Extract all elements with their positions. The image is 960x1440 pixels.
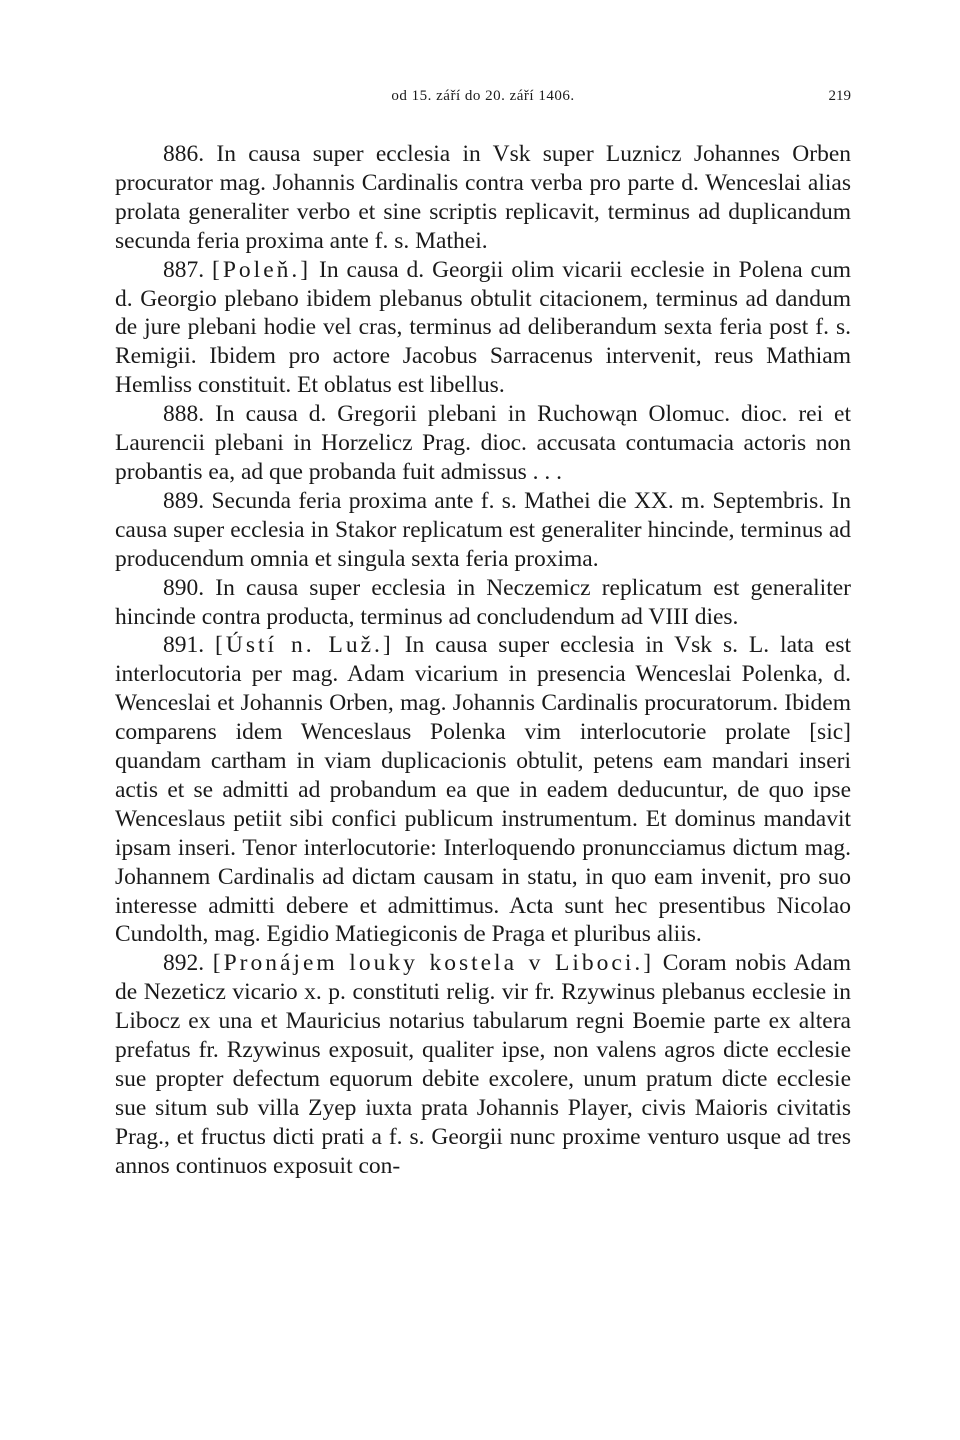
entry-text: In causa super ecclesia in Neczemicz replicatum est generaliter hincinde contra producta, terminus ad concludendum ad VIII dies. [115,574,852,630]
entry-number: 886. [163,141,205,167]
entry-place: [Poleň.] [212,256,312,283]
page-number: 219 [828,88,851,104]
entry-place: [Ústí n. Luž.] [215,632,394,659]
entry-891 [115,631,851,949]
entry-890 [115,574,851,632]
entry-number: 888. [163,401,205,428]
entry-886 [115,140,851,256]
entry-number: 887. [163,256,205,283]
entry-892 [115,949,851,1180]
entry-text: In causa d. Gregorii plebani in Ruchowąn Olomuc. dioc. rei et Laurencii plebani in Horzelicz Prag. dioc. accusata contumacia actoris non probantis ea, ad que probanda fuit admissus . . . [115,401,851,485]
entry-number: 891. [163,632,205,659]
entry-text: Secunda feria proxima ante f. s. Mathei die XX. m. Septembris. In causa super ecclesia in Stakor replicatum est generaliter hincinde, terminus ad producendum omnia et singula sexta feria proxima. [115,487,852,572]
entry-text: Coram nobis Adam de Nezeticz vicario x. p. constituti relig. vir fr. Rzywinus plebanus ecclesie in Libocz ex una et Mauricius notarius tabularum regni Boemie parte ex altera prefatus fr. Rzywinus exposuit, qualiter ipse, non valens agros dicte ecclesie sue propter defectum equorum debite excolere, unum pratum dicte ecclesie sue situm sub villa Zyep iuxta prata Johannis Player, civis Maioris civitatis Prag., et fructus dicti prati a f. s. Georgii nunc proxime venturo usque ad tres annos continuos exposuit con- [115,950,852,1179]
entry-text: In causa d. Georgii olim vicarii ecclesie in Polena cum d. Georgio plebano ibidem plebanus obtulit citacionem, terminus ad dandum de jure plebani hodie vel cras, terminus ad deliberandum sexta feria post f. s. Remigii. Ibidem pro actore Jacobus Sarracenus intervenit, reus Mathiam Hemliss constituit. Et oblatus est libellus. [115,256,852,399]
entry-place: [Pronájem louky kostela v Liboci.] [212,950,655,977]
entry-number: 892. [163,950,205,977]
document-body [115,140,851,1181]
entry-887 [115,256,851,401]
entry-text: In causa super ecclesia in Vsk s. L. lata est interlocutoria per mag. Adam vicarium in presencia Wenceslai Polenka, d. Wenceslai et Johannis Orben, mag. Johannis Cardinalis procuratorum. Ibidem comparens idem Wenceslaus Polenka vim interlocutorie prolate [sic] quandam cartham in viam duplicacionis obtulit, petens eam mandari inseri actis et se admitti ad probandum ea que in eadem deducuntur, de quo ipse Wenceslaus petiit sibi confici publicum instrumentum. Et dominus mandavit ipsam inseri. Tenor interlocutorie: Interloquendo pronuncciamus dictum mag. Johannem Cardinalis ad dictam causam in statu, in quo eam invenit, pro suo interesse admitti debere et admittimus. Acta sunt hec presentibus Nicolao Cundolth, mag. Egidio Matiegiconis de Praga et pluribus aliis. [115,632,851,948]
entry-number: 889. [163,487,205,514]
entry-889 [115,487,851,574]
entry-number: 890. [163,574,205,601]
entry-text: In causa super ecclesia in Vsk super Luznicz Johannes Orben procurator mag. Johannis Cardinalis contra verba pro parte d. Wenceslai alias prolata generaliter verbo et sine scriptis replicavit, terminus ad duplicandum secunda feria proxima ante f. s. Mathei. [115,141,852,254]
entry-888 [115,400,851,487]
running-head: od 15. září do 20. září 1406. [391,88,575,104]
page-header [115,88,851,118]
